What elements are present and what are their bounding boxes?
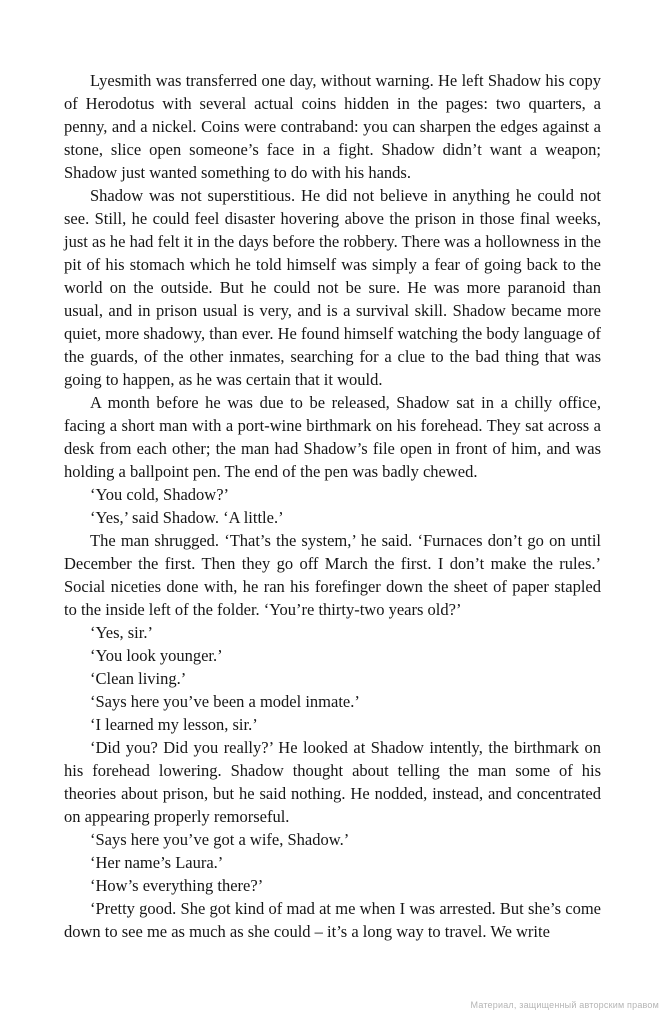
paragraph-dialogue: ‘Says here you’ve been a model inmate.’ [90,692,360,711]
paragraph-narrative: The man shrugged. ‘That’s the system,’ he said. ‘Furnaces don’t go on until December the first. Then they go off March the first. I don’t make the rules.’ Social niceties done with, he ran his forefinger down the sheet of paper stapled to the inside left of the folder. ‘You’re thirty-two years old?’ [64,531,601,619]
paragraph-dialogue: ‘You cold, Shadow?’ [90,485,230,504]
paragraph-dialogue: ‘I learned my lesson, sir.’ [90,715,258,734]
paragraph-narrative: Shadow was not superstitious. He did not believe in anything he could not see. Still, he could feel disaster hovering above the prison in those final weeks, just as he had felt it in the days before the robbery. There was a hollowness in the pit of his stomach which he told himself was simply a fear of going back to the world on the outside. But he could not be sure. He was more paranoid than usual, and in prison usual is very, and is a survival skill. Shadow became more quiet, more shadowy, than ever. He found himself watching the body language of the guards, of the other inmates, searching for a clue to the bad thing that was going to happen, as he was certain that it would. [64,186,601,389]
paragraph-dialogue: ‘Pretty good. She got kind of mad at me when I was arrested. But she’s come down to see me as much as she could – it’s a long way to travel. We write [64,899,601,941]
paragraph-narrative: ‘Did you? Did you really?’ He looked at Shadow intently, the birthmark on his forehead lowering. Shadow thought about telling the man some of his theories about prison, but he said nothing. He nodded, instead, and concentrated on appearing properly remorseful. [64,738,601,826]
paragraph-narrative: Lyesmith was transferred one day, without warning. He left Shadow his copy of Herodotus with several actual coins hidden in the pages: two quarters, a penny, and a nickel. Coins were contraband: you can sharpen the edges against a stone, slice open someone’s face in a fight. Shadow didn’t want a weapon; Shadow just wanted something to do with his hands. [64,71,601,182]
paragraph-dialogue: ‘Clean living.’ [90,669,187,688]
paragraph-dialogue: ‘Yes,’ said Shadow. ‘A little.’ [90,508,284,527]
body-text [64,69,601,943]
paragraph-dialogue: ‘Says here you’ve got a wife, Shadow.’ [90,830,350,849]
paragraph-narrative: A month before he was due to be released, Shadow sat in a chilly office, facing a short man with a port-wine birthmark on his forehead. They sat across a desk from each other; the man had Shadow’s file open in front of him, and was holding a ballpoint pen. The end of the pen was badly chewed. [64,393,601,481]
paragraph-dialogue: ‘Yes, sir.’ [90,623,153,642]
paragraph-dialogue: ‘How’s everything there?’ [90,876,264,895]
copyright-watermark: Материал, защищенный авторским правом [470,1000,659,1010]
paragraph-dialogue: ‘You look younger.’ [90,646,223,665]
paragraph-dialogue: ‘Her name’s Laura.’ [90,853,224,872]
